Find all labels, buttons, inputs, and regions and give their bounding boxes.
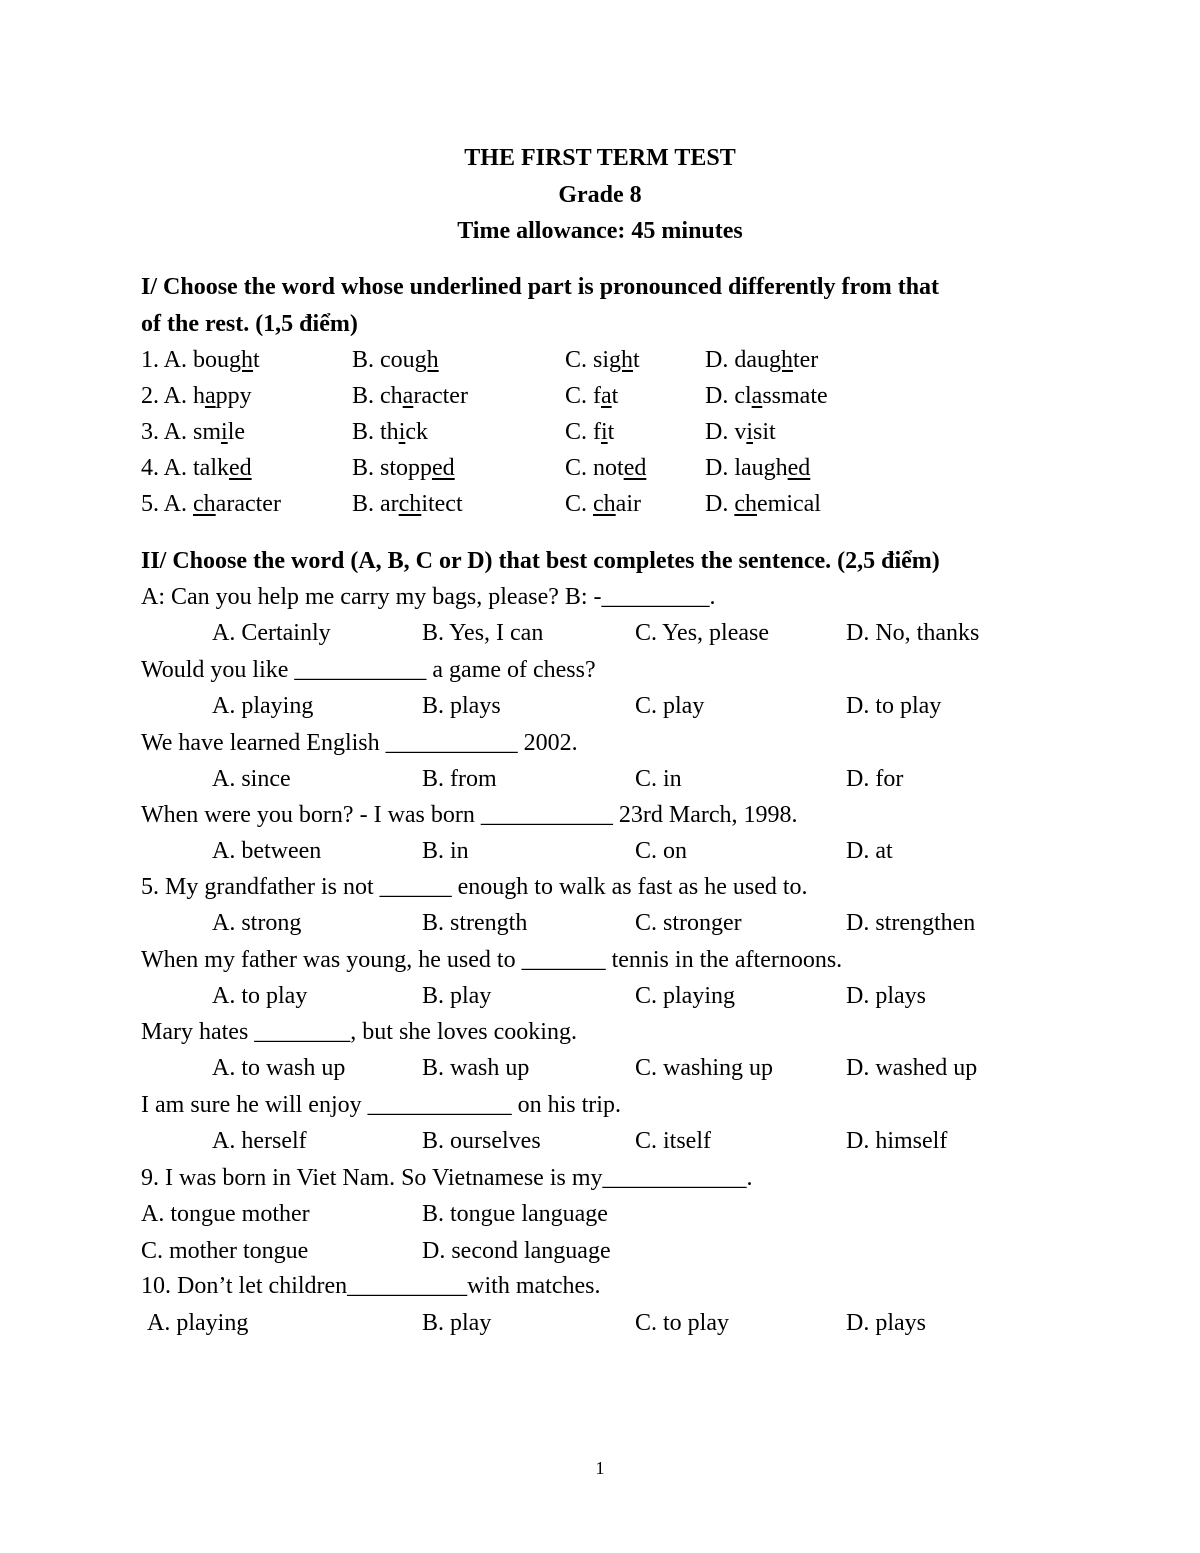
q3-option-c xyxy=(565,417,614,447)
mc-option-a: A. since xyxy=(212,766,291,792)
underlined-part: ed xyxy=(787,455,811,481)
grade-label: Grade 8 xyxy=(558,182,642,208)
underlined-part: ed xyxy=(623,455,647,481)
option-text-before: C. f xyxy=(565,419,601,445)
q9-option-d: D. second language xyxy=(422,1238,611,1264)
q1-option-c xyxy=(565,345,640,375)
mc-option-a: A. strong xyxy=(212,910,302,936)
q2-option-b xyxy=(352,381,468,411)
q2-option-c xyxy=(565,381,618,411)
option-text-before: D. cl xyxy=(705,383,752,409)
mc-question-stem: 5. My grandfather is not ______ enough to walk as fast as he used to. xyxy=(141,874,808,900)
mc-question-stem: Mary hates ________, but she loves cooking. xyxy=(141,1019,577,1045)
mc-option-d: D. at xyxy=(846,838,893,864)
mc-option-a: A. to play xyxy=(212,983,308,1009)
option-text-after: t xyxy=(633,347,640,373)
mc-question-stem: A: Can you help me carry my bags, please? B: -_________. xyxy=(141,584,716,610)
mc-question-stem: When were you born? - I was born ___________ 23rd March, 1998. xyxy=(141,802,798,828)
underlined-part: gh xyxy=(609,347,634,373)
q4-option-a xyxy=(141,453,252,483)
mc-option-c: C. itself xyxy=(635,1128,711,1154)
option-text-before: C. f xyxy=(565,383,601,409)
mc-option-c: C. in xyxy=(635,766,682,792)
mc-option-a: A. herself xyxy=(212,1128,307,1154)
q5-option-a xyxy=(141,489,281,519)
underlined-part: ch xyxy=(593,491,616,517)
option-text-before: B. cou xyxy=(352,347,415,373)
option-text-before: C. si xyxy=(565,347,610,373)
q10-option-c: C. to play xyxy=(635,1310,729,1336)
option-text-after: t xyxy=(253,347,260,373)
q9-option-b: B. tongue language xyxy=(422,1201,608,1227)
option-text-after: itect xyxy=(421,491,463,517)
option-text-after: aracter xyxy=(215,491,281,517)
option-text-before: C. xyxy=(565,491,594,517)
q10-option-a: A. playing xyxy=(147,1310,249,1336)
mc-question-stem: Would you like ___________ a game of chess? xyxy=(141,657,596,683)
q1-option-a xyxy=(141,345,260,375)
underlined-part: gh xyxy=(229,347,254,373)
q10-option-d: D. plays xyxy=(846,1310,926,1336)
mc-option-c: C. playing xyxy=(635,983,735,1009)
underlined-part: ch xyxy=(734,491,757,517)
option-text-after: sit xyxy=(753,419,776,445)
mc-option-b: B. plays xyxy=(422,693,501,719)
q4-option-c xyxy=(565,453,646,483)
q9-stem: 9. I was born in Viet Nam. So Vietnamese is my____________. xyxy=(141,1165,753,1191)
time-allowance: Time allowance: 45 minutes xyxy=(457,218,743,244)
option-text-before: D. laugh xyxy=(705,455,788,481)
option-text-before: D. dau xyxy=(705,347,769,373)
mc-option-d: D. plays xyxy=(846,983,926,1009)
q5-option-d xyxy=(705,489,821,519)
option-text-before: 3. A. sm xyxy=(141,419,222,445)
option-text-before: B. stopp xyxy=(352,455,433,481)
mc-option-b: B. strength xyxy=(422,910,528,936)
mc-option-c: C. Yes, please xyxy=(635,620,770,646)
mc-option-a: A. between xyxy=(212,838,322,864)
mc-option-a: A. Certainly xyxy=(212,620,331,646)
option-text-after: t xyxy=(607,419,615,445)
q2-option-a xyxy=(141,381,252,411)
option-text-before: 4. A. talk xyxy=(141,455,229,481)
option-text-before: D. v xyxy=(705,419,747,445)
underlined-part: ed xyxy=(432,455,455,481)
mc-option-b: B. in xyxy=(422,838,469,864)
option-text-before: D. xyxy=(705,491,735,517)
mc-option-c: C. on xyxy=(635,838,688,864)
mc-option-d: D. himself xyxy=(846,1128,948,1154)
option-text-after: emical xyxy=(757,491,821,517)
q3-option-d xyxy=(705,417,776,447)
option-text-after: racter xyxy=(413,383,468,409)
q10-stem: 10. Don’t let children__________with matches. xyxy=(141,1273,601,1299)
mc-question-stem: I am sure he will enjoy ____________ on his trip. xyxy=(141,1092,621,1118)
mc-option-c: C. stronger xyxy=(635,910,742,936)
underlined-part: i xyxy=(601,419,608,445)
option-text-after: air xyxy=(615,491,641,517)
q4-option-d xyxy=(705,453,810,483)
underlined-part: i xyxy=(221,419,228,445)
option-text-before: B. th xyxy=(352,419,399,445)
underlined-part: gh xyxy=(414,347,439,373)
mc-option-c: C. washing up xyxy=(635,1055,773,1081)
mc-option-d: D. to play xyxy=(846,693,942,719)
option-text-before: 5. A. xyxy=(141,491,194,517)
q5-option-b xyxy=(352,489,463,519)
underlined-part: ch xyxy=(193,491,216,517)
option-text-after: ter xyxy=(792,347,819,373)
section1-heading-line2: of the rest. (1,5 điểm) xyxy=(141,311,358,337)
option-text-before: 2. A. h xyxy=(141,383,206,409)
mc-question-stem: When my father was young, he used to _______ tennis in the afternoons. xyxy=(141,947,843,973)
mc-option-a: A. to wash up xyxy=(212,1055,346,1081)
q1-option-d xyxy=(705,345,818,375)
underlined-part: i xyxy=(398,419,406,445)
underlined-part: ch xyxy=(398,491,422,517)
underlined-part: i xyxy=(746,419,754,445)
option-text-after: ssmate xyxy=(762,383,828,409)
mc-option-b: B. ourselves xyxy=(422,1128,541,1154)
mc-option-b: B. from xyxy=(422,766,497,792)
option-text-before: B. ch xyxy=(352,383,403,409)
page-number: 1 xyxy=(595,1458,605,1478)
mc-option-b: B. wash up xyxy=(422,1055,530,1081)
underlined-part: a xyxy=(205,383,216,409)
q10-option-b: B. play xyxy=(422,1310,492,1336)
section2-heading: II/ Choose the word (A, B, C or D) that best completes the sentence. (2,5 điểm) xyxy=(141,548,940,574)
option-text-after: ppy xyxy=(215,383,252,409)
mc-option-d: D. for xyxy=(846,766,904,792)
option-text-after: t xyxy=(611,383,619,409)
underlined-part: a xyxy=(402,383,414,409)
q4-option-b xyxy=(352,453,455,483)
q3-option-a xyxy=(141,417,245,447)
underlined-part: gh xyxy=(768,347,793,373)
underlined-part: a xyxy=(751,383,763,409)
mc-option-d: D. washed up xyxy=(846,1055,978,1081)
mc-option-b: B. Yes, I can xyxy=(422,620,544,646)
test-title: THE FIRST TERM TEST xyxy=(464,145,736,171)
option-text-before: C. not xyxy=(565,455,624,481)
q1-option-b xyxy=(352,345,439,375)
underlined-part: ed xyxy=(229,455,252,481)
mc-option-a: A. playing xyxy=(212,693,314,719)
q3-option-b xyxy=(352,417,428,447)
section1-heading-line1: I/ Choose the word whose underlined part is pronounced differently from that xyxy=(141,274,940,300)
underlined-part: a xyxy=(601,383,612,409)
option-text-after: ck xyxy=(405,419,429,445)
option-text-after: le xyxy=(227,419,246,445)
q5-option-c xyxy=(565,489,641,519)
q9-option-a: A. tongue mother xyxy=(141,1201,310,1227)
mc-question-stem: We have learned English ___________ 2002. xyxy=(141,730,578,756)
mc-option-c: C. play xyxy=(635,693,705,719)
q9-option-c: C. mother tongue xyxy=(141,1238,309,1264)
q2-option-d xyxy=(705,381,828,411)
option-text-before: B. ar xyxy=(352,491,399,517)
option-text-before: 1. A. bou xyxy=(141,347,230,373)
mc-option-b: B. play xyxy=(422,983,492,1009)
mc-option-d: D. No, thanks xyxy=(846,620,980,646)
mc-option-d: D. strengthen xyxy=(846,910,976,936)
